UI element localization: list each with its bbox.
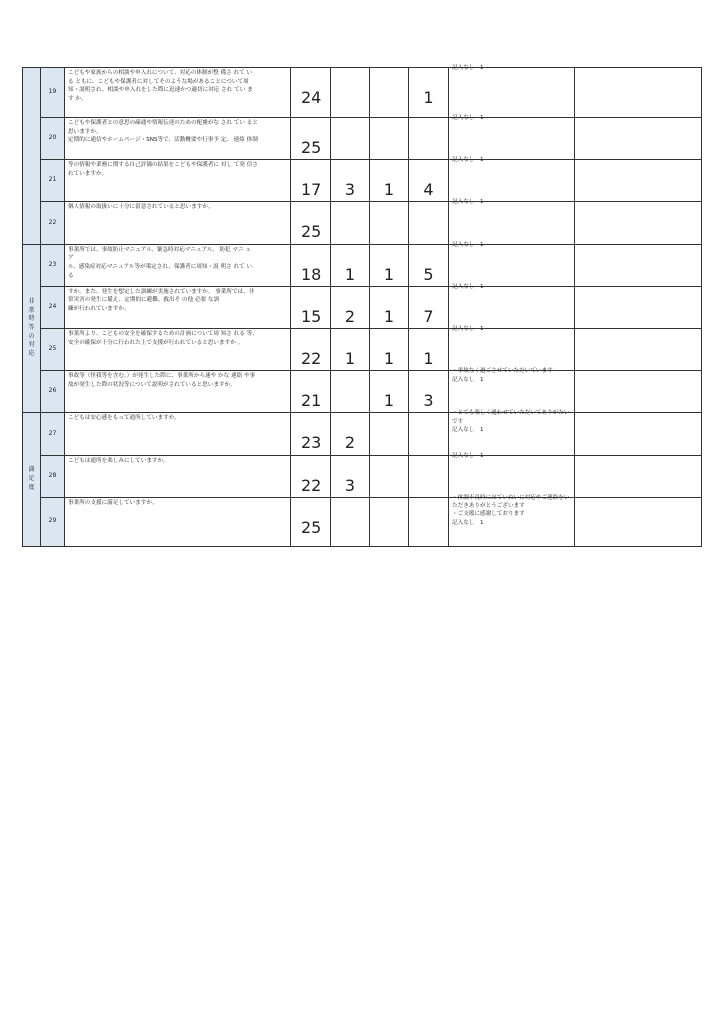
category-char: 足 xyxy=(28,475,35,483)
comment-cell xyxy=(449,452,575,497)
question-number: 22 xyxy=(41,202,65,244)
extra-cell xyxy=(575,371,702,413)
answer-count-unknown: 4 xyxy=(409,160,449,202)
table-row xyxy=(23,455,702,497)
extra-cell xyxy=(575,497,702,546)
answer-count-yes: 25 xyxy=(291,497,331,546)
comment-cell xyxy=(449,410,575,455)
extra-cell xyxy=(575,286,702,328)
comment-line: 記入なし 1 xyxy=(452,325,484,332)
comment-line: 記入なし 1 xyxy=(452,65,484,71)
answer-count-yes: 24 xyxy=(291,68,331,118)
answer-count-no-ans xyxy=(370,497,409,546)
extra-cell xyxy=(575,160,702,202)
comment-line: 記入なし 1 xyxy=(452,199,484,206)
answer-count-no-ans: 1 xyxy=(370,371,409,413)
table-row xyxy=(23,118,702,160)
question-line: 定期的に通信やホームページ・SNS等で、活動概要や行事予 定、 連絡 体制 xyxy=(68,137,258,144)
question-line: すか。また、発生を想定した訓練が実施されていますか。 事業所では、非 xyxy=(68,288,255,295)
question-line: す か。 xyxy=(68,95,87,102)
answer-count-yes: 22 xyxy=(291,455,331,497)
category-char: 非 xyxy=(28,298,35,306)
answer-count-unknown xyxy=(409,118,449,160)
question-line: 等の情報や業務に関する自己評価の結果をこどもや保護者に 対し て発 信さ xyxy=(68,162,258,169)
comment-cell xyxy=(449,199,575,244)
comment-cell xyxy=(449,157,575,202)
answer-count-unknown: 7 xyxy=(409,286,449,328)
answer-count-maybe xyxy=(331,118,370,160)
answer-count-yes: 18 xyxy=(291,244,331,286)
comment-cell xyxy=(449,115,575,160)
table-row xyxy=(23,244,702,286)
answer-count-no-ans xyxy=(370,118,409,160)
question-number: 26 xyxy=(41,371,65,413)
answer-count-unknown xyxy=(409,202,449,244)
question-text xyxy=(65,286,291,328)
answer-count-maybe: 1 xyxy=(331,328,370,370)
answer-count-maybe xyxy=(331,497,370,546)
answer-count-maybe: 2 xyxy=(331,286,370,328)
question-text xyxy=(65,244,291,286)
question-text xyxy=(65,371,291,413)
answer-count-maybe: 1 xyxy=(331,244,370,286)
extra-cell xyxy=(575,328,702,370)
answer-count-no-ans xyxy=(370,413,409,455)
question-number: 28 xyxy=(41,455,65,497)
table-row xyxy=(23,328,702,370)
answer-count-yes: 23 xyxy=(291,413,331,455)
comment-line: 記入なし 1 xyxy=(452,452,484,459)
evaluation-table xyxy=(22,67,702,547)
answer-count-maybe xyxy=(331,371,370,413)
question-text xyxy=(65,455,291,497)
category-cell xyxy=(23,68,41,245)
question-text xyxy=(65,118,291,160)
answer-count-no-ans xyxy=(370,455,409,497)
answer-count-yes: 22 xyxy=(291,328,331,370)
question-text xyxy=(65,160,291,202)
answer-count-yes: 25 xyxy=(291,202,331,244)
table-row xyxy=(23,413,702,455)
extra-cell xyxy=(575,244,702,286)
category-char: 対 xyxy=(28,341,35,349)
category-char: 度 xyxy=(28,483,35,491)
category-char: 応 xyxy=(28,350,35,358)
question-number: 27 xyxy=(41,413,65,455)
category-char: 時 xyxy=(28,315,35,323)
comment-line: 記入なし 1 xyxy=(452,115,484,121)
category-cell xyxy=(23,244,41,413)
extra-cell xyxy=(575,413,702,455)
comment-line: 記入なし 1 xyxy=(452,427,484,434)
question-line: こどもや保護者との意思の疎通や情報伝達のための配慮がな され てい ると xyxy=(68,120,258,126)
comment-line: ・体調不良時にはていねいに対応やご連絡をいただきありがとうございます xyxy=(452,494,570,510)
question-number: 19 xyxy=(41,68,65,118)
question-number: 20 xyxy=(41,118,65,160)
question-line: 故が発生した際の状況等について説明がされていると思いますか。 xyxy=(68,381,236,388)
question-line: こどもは通所を楽しみにしていますか。 xyxy=(68,457,169,464)
table-row xyxy=(23,68,702,118)
question-line: こどもは安心感をもって通所していますか。 xyxy=(68,415,180,422)
comment-line: ・事故なく過ごさせていただいています xyxy=(452,368,553,375)
question-text xyxy=(65,328,291,370)
question-line: 常災害の発生に備え、定期的に避難、救出そ の他 必要 な訓 xyxy=(68,297,220,304)
comment-cell xyxy=(449,494,575,546)
answer-count-no-ans: 1 xyxy=(370,328,409,370)
question-line: 事業所の支援に満足していますか。 xyxy=(68,499,158,506)
question-number: 21 xyxy=(41,160,65,202)
answer-count-unknown: 1 xyxy=(409,68,449,118)
comment-line: 記入なし 1 xyxy=(452,376,484,383)
answer-count-unknown xyxy=(409,455,449,497)
table-row xyxy=(23,497,702,546)
answer-count-unknown xyxy=(409,413,449,455)
comment-cell xyxy=(449,325,575,370)
answer-count-unknown: 1 xyxy=(409,328,449,370)
answer-count-no-ans: 1 xyxy=(370,286,409,328)
answer-count-yes: 21 xyxy=(291,371,331,413)
extra-cell xyxy=(575,202,702,244)
comment-line: 記入なし 1 xyxy=(452,283,484,290)
question-line: 個人情報の取扱いに十分に留意されていると思いますか。 xyxy=(68,204,214,211)
table-row xyxy=(23,202,702,244)
question-number: 23 xyxy=(41,244,65,286)
category-char: 常 xyxy=(28,306,35,314)
answer-count-maybe: 2 xyxy=(331,413,370,455)
extra-cell xyxy=(575,455,702,497)
answer-count-no-ans xyxy=(370,68,409,118)
extra-cell xyxy=(575,118,702,160)
answer-count-no-ans: 1 xyxy=(370,160,409,202)
table-row xyxy=(23,371,702,413)
answer-count-maybe: 3 xyxy=(331,455,370,497)
question-line: ル、感染症対応マニュアル等が策定され、保護者に周知・説 明さ れて い xyxy=(68,263,252,270)
category-char: 満 xyxy=(28,466,35,474)
comment-line: 記入なし 1 xyxy=(452,519,484,526)
question-line: 思いますか。 xyxy=(68,128,102,135)
question-text xyxy=(65,497,291,546)
comment-cell xyxy=(449,241,575,286)
extra-cell xyxy=(575,68,702,118)
question-line: ア xyxy=(68,255,74,262)
question-line: れていますか。 xyxy=(68,170,108,177)
answer-count-maybe xyxy=(331,68,370,118)
question-line: 事業所より、こどもの安全を確保するための計画について周 知さ れる 等、 xyxy=(68,330,258,337)
answer-count-no-ans: 1 xyxy=(370,244,409,286)
question-line: 事故等（怪我等を含む。）が発生した際に、事業所から速や かな 連絡 や事 xyxy=(68,373,256,380)
question-line: る xyxy=(68,272,74,279)
comment-line: ・とても楽しく通わせていただいてありがたいです xyxy=(452,410,570,425)
question-text xyxy=(65,202,291,244)
category-char: 等 xyxy=(28,324,35,332)
comment-cell xyxy=(449,368,575,413)
question-line: 安全の確保が十分に行われた上で支援が行われていると思いますか 。 xyxy=(68,339,244,346)
question-line: る ともに、こどもや保護者に対してそのような場があることについて周 xyxy=(68,78,249,85)
table-row xyxy=(23,286,702,328)
answer-count-yes: 25 xyxy=(291,118,331,160)
comment-cell xyxy=(449,283,575,328)
question-line: 練が行われていますか。 xyxy=(68,306,130,313)
answer-count-no-ans xyxy=(370,202,409,244)
answer-count-maybe xyxy=(331,202,370,244)
question-number: 25 xyxy=(41,328,65,370)
question-number: 24 xyxy=(41,286,65,328)
question-line: こどもや家族からの相談や申入れについて、対応の体制が整 備さ れて い xyxy=(68,70,253,76)
question-line: 事業所では、事故防止マニュアル、緊急時対応マニュアル、 防犯 マニ ュ xyxy=(68,246,251,253)
question-number: 29 xyxy=(41,497,65,546)
answer-count-unknown xyxy=(409,497,449,546)
table-row xyxy=(23,160,702,202)
comment-line: 記入なし 1 xyxy=(452,241,484,248)
category-cell xyxy=(23,413,41,546)
answer-count-yes: 15 xyxy=(291,286,331,328)
answer-count-unknown: 3 xyxy=(409,371,449,413)
question-text xyxy=(65,68,291,118)
category-char: の xyxy=(28,332,35,340)
question-text xyxy=(65,413,291,455)
comment-line: 記入なし 1 xyxy=(452,157,484,164)
answer-count-unknown: 5 xyxy=(409,244,449,286)
comment-cell xyxy=(449,65,575,118)
comment-line: ・ご支援に感謝しております xyxy=(452,511,525,518)
answer-count-yes: 17 xyxy=(291,160,331,202)
question-line: 知・説明され、相談や申入れをした際に迅速かつ適切に対応 され てい ま xyxy=(68,87,253,94)
answer-count-maybe: 3 xyxy=(331,160,370,202)
